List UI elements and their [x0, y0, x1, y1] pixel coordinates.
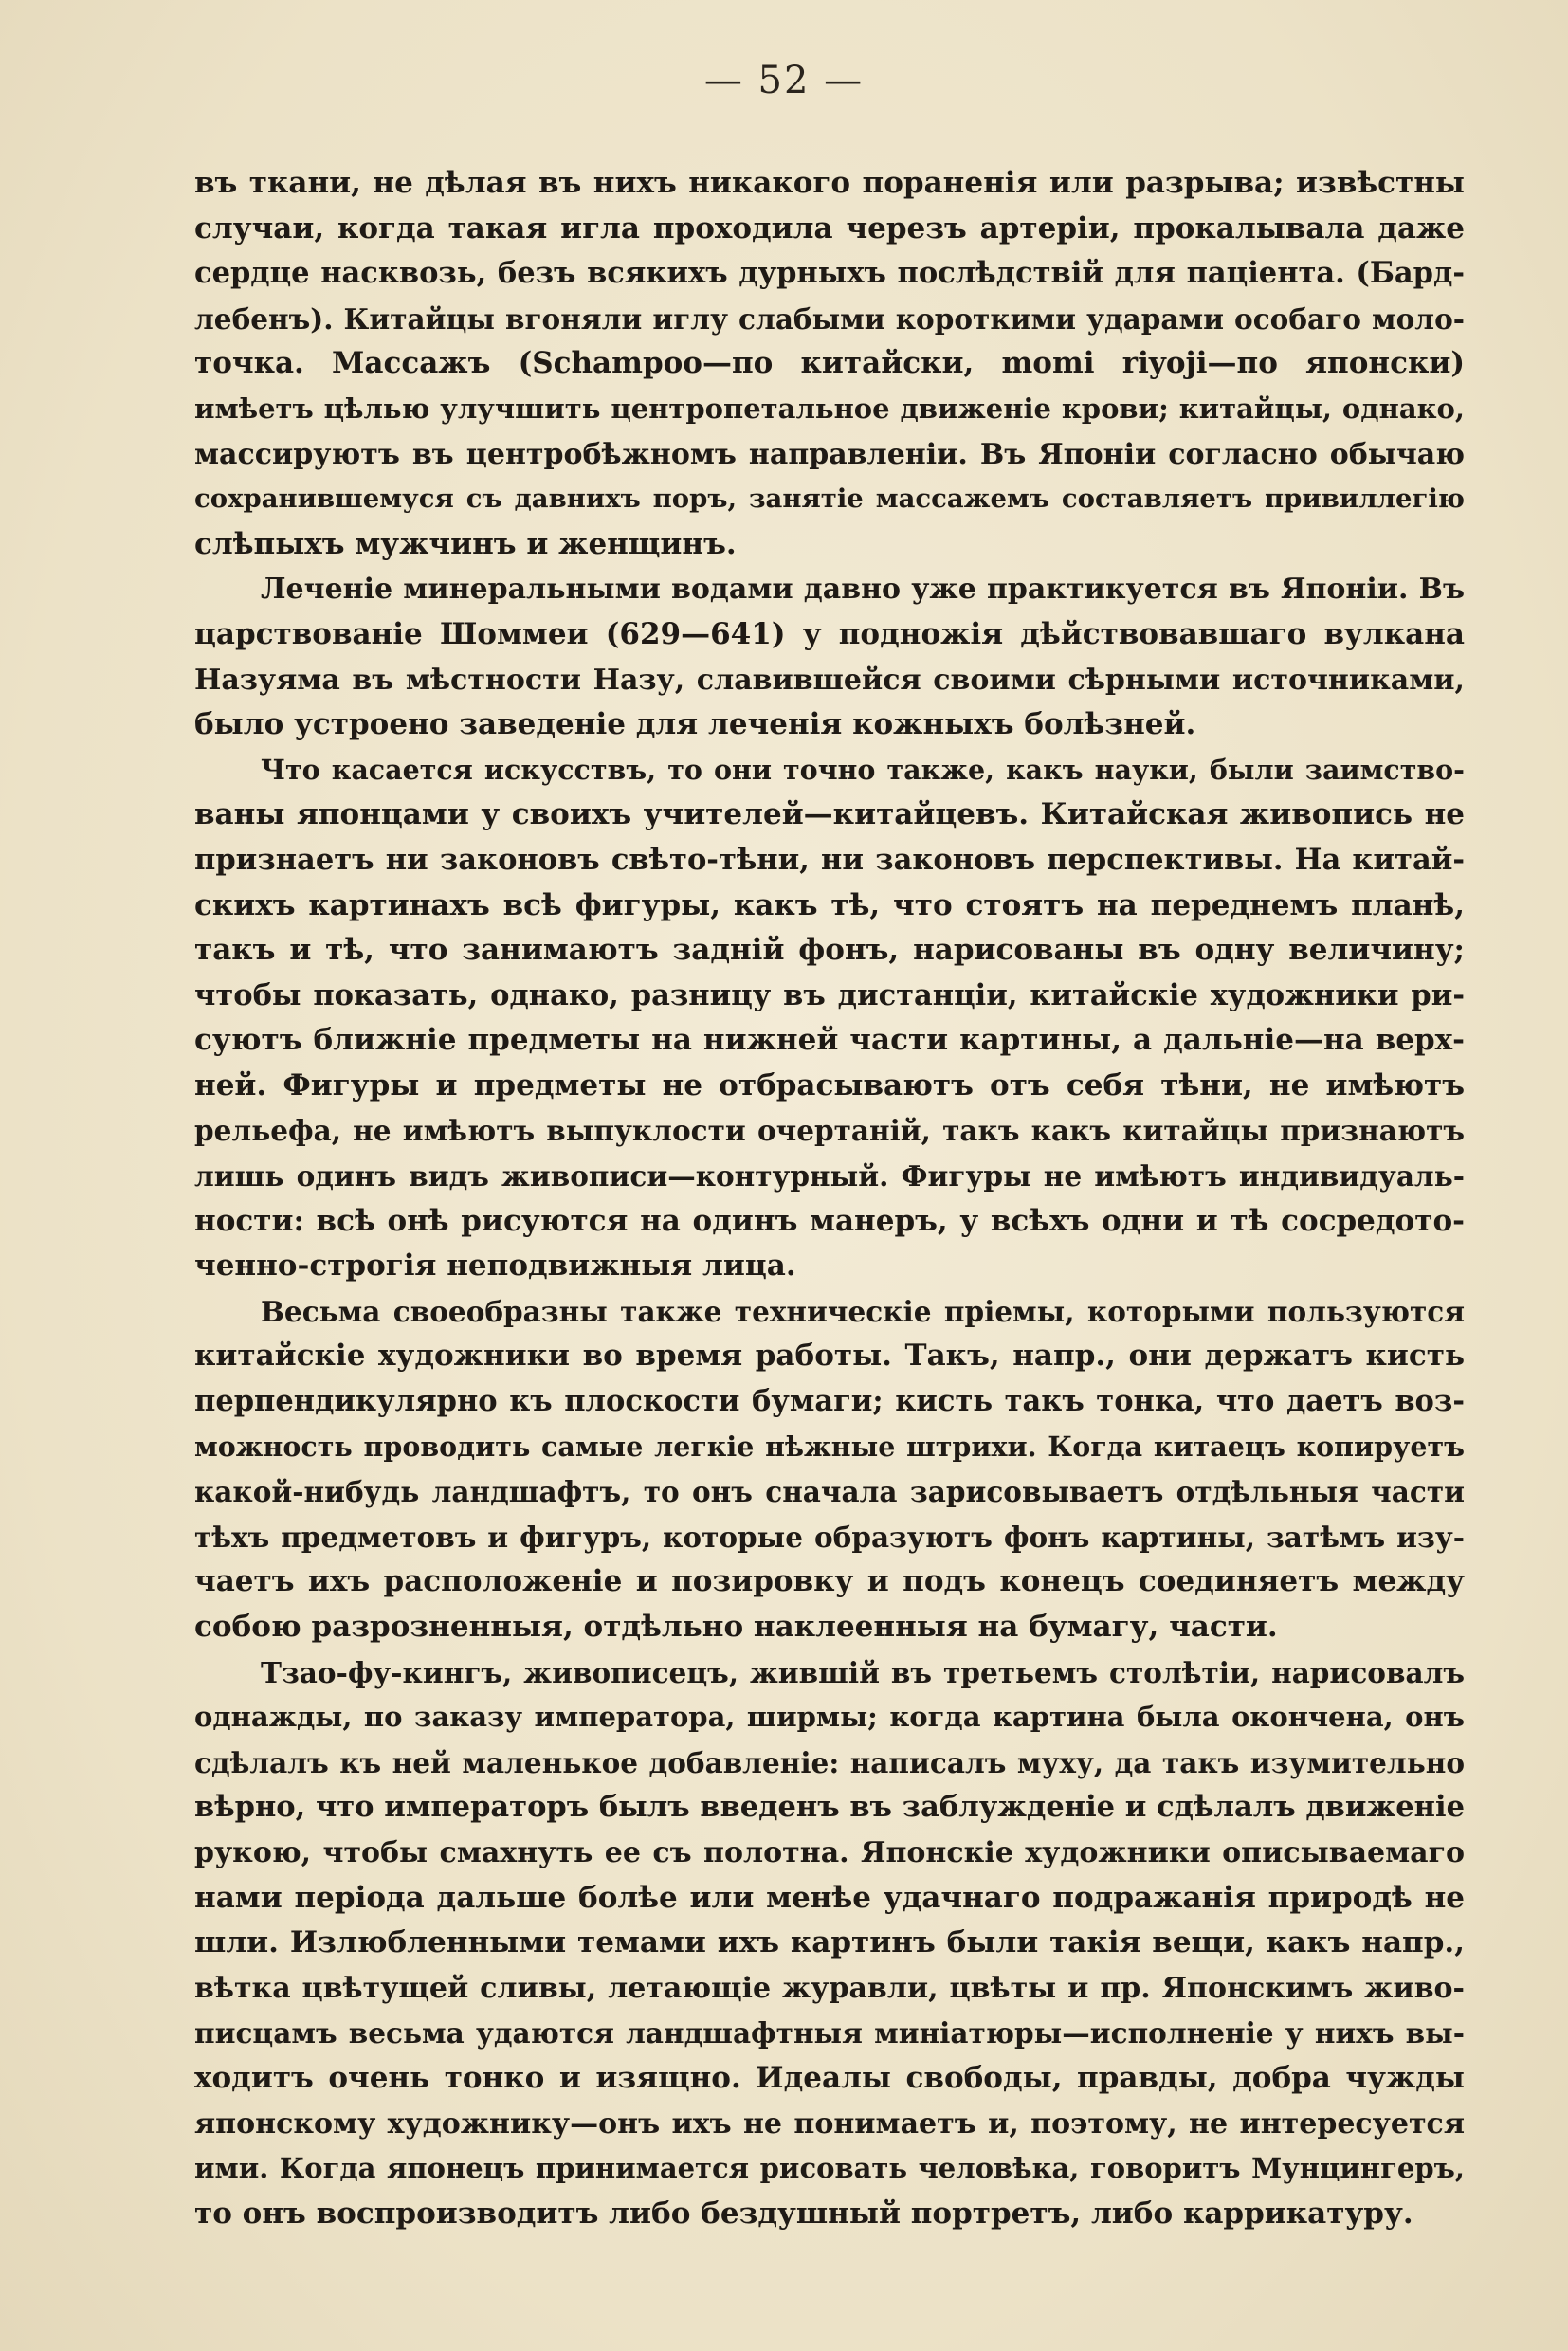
- text-line: царствованіе Шоммеи (629—641) у подножія дѣйствовавшаго вулкана: [194, 616, 1465, 651]
- text-line: сдѣлалъ къ ней маленькое добавленіе: написалъ муху, да такъ изумительно: [194, 1745, 1465, 1779]
- text-line: вѣтка цвѣтущей сливы, летающіе журавли, цвѣты и пр. Японскимъ живо-: [194, 1971, 1465, 2005]
- text-line: точка. Массажъ (Schampoo—по китайски, momi riyoji—по японски): [194, 346, 1465, 381]
- text-line: такъ и тѣ, что занимаютъ задній фонъ, нарисованы въ одну величину;: [194, 933, 1465, 968]
- text-line: Тзао-фу-кингъ, живописецъ, жившій въ третьемъ столѣтіи, нарисовалъ: [261, 1655, 1465, 1689]
- text-line: рельефа, не имѣютъ выпуклости очертаній, такъ какъ китайцы признаютъ: [194, 1114, 1465, 1148]
- text-line: ности: всѣ онѣ рисуются на одинъ манеръ, у всѣхъ одни и тѣ сосредото-: [194, 1203, 1465, 1238]
- text-line: сердце насквозь, безъ всякихъ дурныхъ послѣдствій для паціента. (Бард-: [194, 256, 1465, 291]
- text-line: ваны японцами у своихъ учителей—китайцевъ. Китайская живопись не: [194, 797, 1465, 832]
- text-line: ней. Фигуры и предметы не отбрасываютъ отъ себя тѣни, не имѣютъ: [194, 1067, 1465, 1103]
- text-line: ченно-строгія неподвижныя лица.: [194, 1248, 796, 1284]
- text-line: имѣетъ цѣлью улучшить центропетальное движеніе крови; китайцы, однако,: [194, 392, 1465, 425]
- text-line: признаетъ ни законовъ свѣто-тѣни, ни законовъ перспективы. На китай-: [194, 842, 1465, 877]
- text-line: въ ткани, не дѣлая въ нихъ никакого пораненія или разрыва; извѣстны: [194, 166, 1465, 200]
- text-line: чтобы показать, однако, разницу въ дистанціи, китайскіе художники ри-: [194, 977, 1465, 1012]
- text-line: можность проводить самые легкіе нѣжные штрихи. Когда китаецъ копируетъ: [194, 1430, 1465, 1463]
- text-line: лебенъ). Китайцы вгоняли иглу слабыми короткими ударами особаго моло-: [194, 301, 1465, 336]
- text-line: чаетъ ихъ расположеніе и позировку и подъ конецъ соединяетъ между: [194, 1564, 1465, 1599]
- text-line: шли. Излюбленными темами ихъ картинъ были такія вещи, какъ напр.,: [194, 1925, 1465, 1960]
- text-line: было устроено заведеніе для леченія кожныхъ болѣзней.: [194, 707, 1196, 742]
- text-line: рукою, чтобы смахнуть ее съ полотна. Японскіе художники описываемаго: [194, 1835, 1465, 1869]
- text-line: нами періода дальше болѣе или менѣе удачнаго подражанія природѣ не: [194, 1880, 1465, 1915]
- text-line: Что касается искусствъ, то они точно также, какъ науки, были заимство-: [261, 753, 1465, 786]
- text-line: то онъ воспроизводитъ либо бездушный портретъ, либо каррикатуру.: [194, 2196, 1413, 2231]
- text-line: суютъ ближніе предметы на нижней части картины, а дальніе—на верх-: [194, 1023, 1465, 1058]
- text-line: тѣхъ предметовъ и фигуръ, которые образуютъ фонъ картины, затѣмъ изу-: [194, 1520, 1465, 1554]
- text-line: вѣрно, что императоръ былъ введенъ въ заблужденіе и сдѣлалъ движеніе: [194, 1790, 1465, 1825]
- text-line: массируютъ въ центробѣжномъ направленіи. Въ Японіи согласно обычаю: [194, 437, 1465, 471]
- page-number: — 52 —: [703, 59, 865, 102]
- text-line: перпендикулярно къ плоскости бумаги; кисть такъ тонка, что даетъ воз-: [194, 1384, 1465, 1419]
- text-line: лишь одинъ видъ живописи—контурный. Фигуры не имѣютъ индивидуаль-: [194, 1159, 1465, 1194]
- text-line: Леченіе минеральными водами давно уже практикуется въ Японіи. Въ: [261, 573, 1465, 607]
- text-line: японскому художнику—онъ ихъ не понимаетъ и, поэтому, не интересуется: [194, 2106, 1465, 2141]
- text-line: писцамъ весьма удаются ландшафтныя миніатюры—исполненіе у нихъ вы-: [194, 2016, 1465, 2050]
- text-line: Весьма своеобразны также техническіе пріемы, которыми пользуются: [261, 1294, 1465, 1328]
- text-line: Назуяма въ мѣстности Назу, славившейся своими сѣрными источниками,: [194, 663, 1465, 697]
- text-line: какой-нибудь ландшафтъ, то онъ сначала зарисовываетъ отдѣльныя части: [194, 1475, 1465, 1509]
- text-line: ими. Когда японецъ принимается рисовать человѣка, говоритъ Мунцингеръ,: [194, 2152, 1465, 2185]
- text-line: слѣпыхъ мужчинъ и женщинъ.: [194, 526, 737, 561]
- text-line: скихъ картинахъ всѣ фигуры, какъ тѣ, что стоятъ на переднемъ планѣ,: [194, 887, 1465, 922]
- text-line: китайскіе художники во время работы. Такъ, напр., они держатъ кисть: [194, 1339, 1465, 1374]
- body-text: [194, 161, 1465, 2236]
- text-line: собою разрозненныя, отдѣльно наклеенныя на бумагу, части.: [194, 1610, 1278, 1644]
- text-line: случаи, когда такая игла проходила черезъ артеріи, прокалывала даже: [194, 210, 1465, 246]
- text-line: сохранившемуся съ давнихъ поръ, занятіе массажемъ составляетъ привиллегію: [194, 483, 1465, 515]
- text-line: ходитъ очень тонко и изящно. Идеалы свободы, правды, добра чужды: [194, 2060, 1465, 2095]
- text-line: однажды, по заказу императора, ширмы; когда картина была окончена, онъ: [194, 1701, 1465, 1734]
